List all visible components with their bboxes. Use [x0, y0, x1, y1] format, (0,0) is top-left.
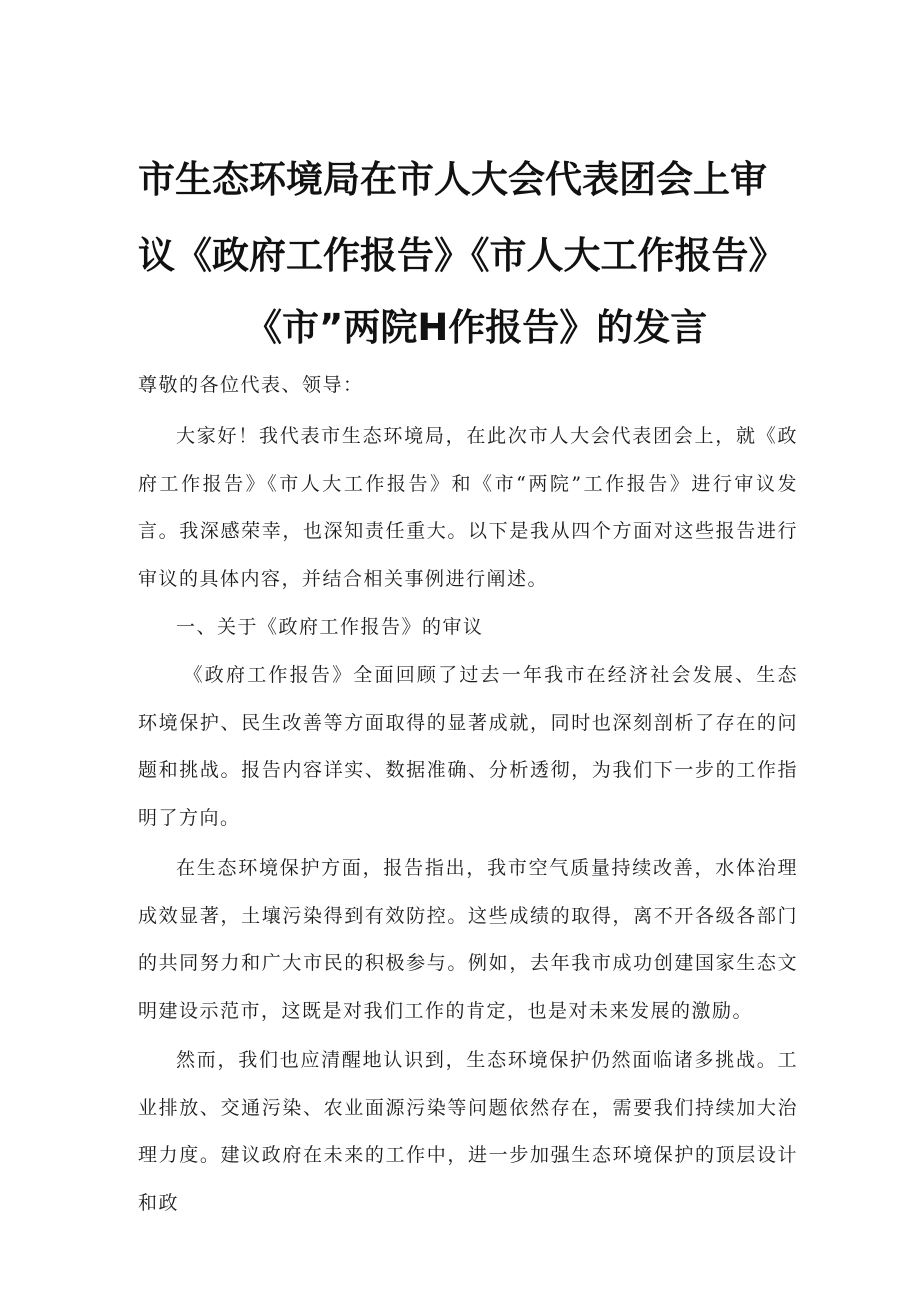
document-title-line-2: 议《政府工作报告》《市人大工作报告》	[138, 234, 786, 277]
paragraph-challenges: 然而，我们也应清醒地认识到，生态环境保护仍然面临诸多挑战。工业排放、交通污染、农业面源污染等问题依然存在，需要我们持续加大治理力度。建议政府在未来的工作中，进一步加强生态环境保护的顶层设计和政	[138, 1049, 798, 1214]
salutation: 尊敬的各位代表、领导：	[138, 374, 364, 396]
paragraph-intro: 大家好！我代表市生态环境局，在此次市人大会代表团会上，就《政府工作报告》《市人大工作报告》和《市“两院”工作报告》进行审议发言。我深感荣幸，也深知责任重大。以下是我从四个方面对这些报告进行审议的具体内容，并结合相关事例进行阐述。	[138, 425, 798, 590]
section-heading: 一、关于《政府工作报告》的审议	[176, 616, 484, 638]
document-title-line-3: 《市”两院H作报告》的发言	[245, 306, 708, 349]
paragraph-report-review: 《政府工作报告》全面回顾了过去一年我市在经济社会发展、生态环境保护、民生改善等方面取得的显著成就，同时也深刻剖析了存在的问题和挑战。报告内容详实、数据准确、分析透彻，为我们下一步的工作指明了方向。	[138, 664, 798, 829]
paragraph-eco-protection: 在生态环境保护方面，报告指出，我市空气质量持续改善，水体治理成效显著，土壤污染得到有效防控。这些成绩的取得，离不开各级各部门的共同努力和广大市民的积极参与。例如，去年我市成功创建国家生态文明建设示范市，这既是对我们工作的肯定，也是对未来发展的激励。	[138, 857, 798, 1022]
document-title-line-1: 市生态环境局在市人大会代表团会上审	[138, 158, 767, 201]
